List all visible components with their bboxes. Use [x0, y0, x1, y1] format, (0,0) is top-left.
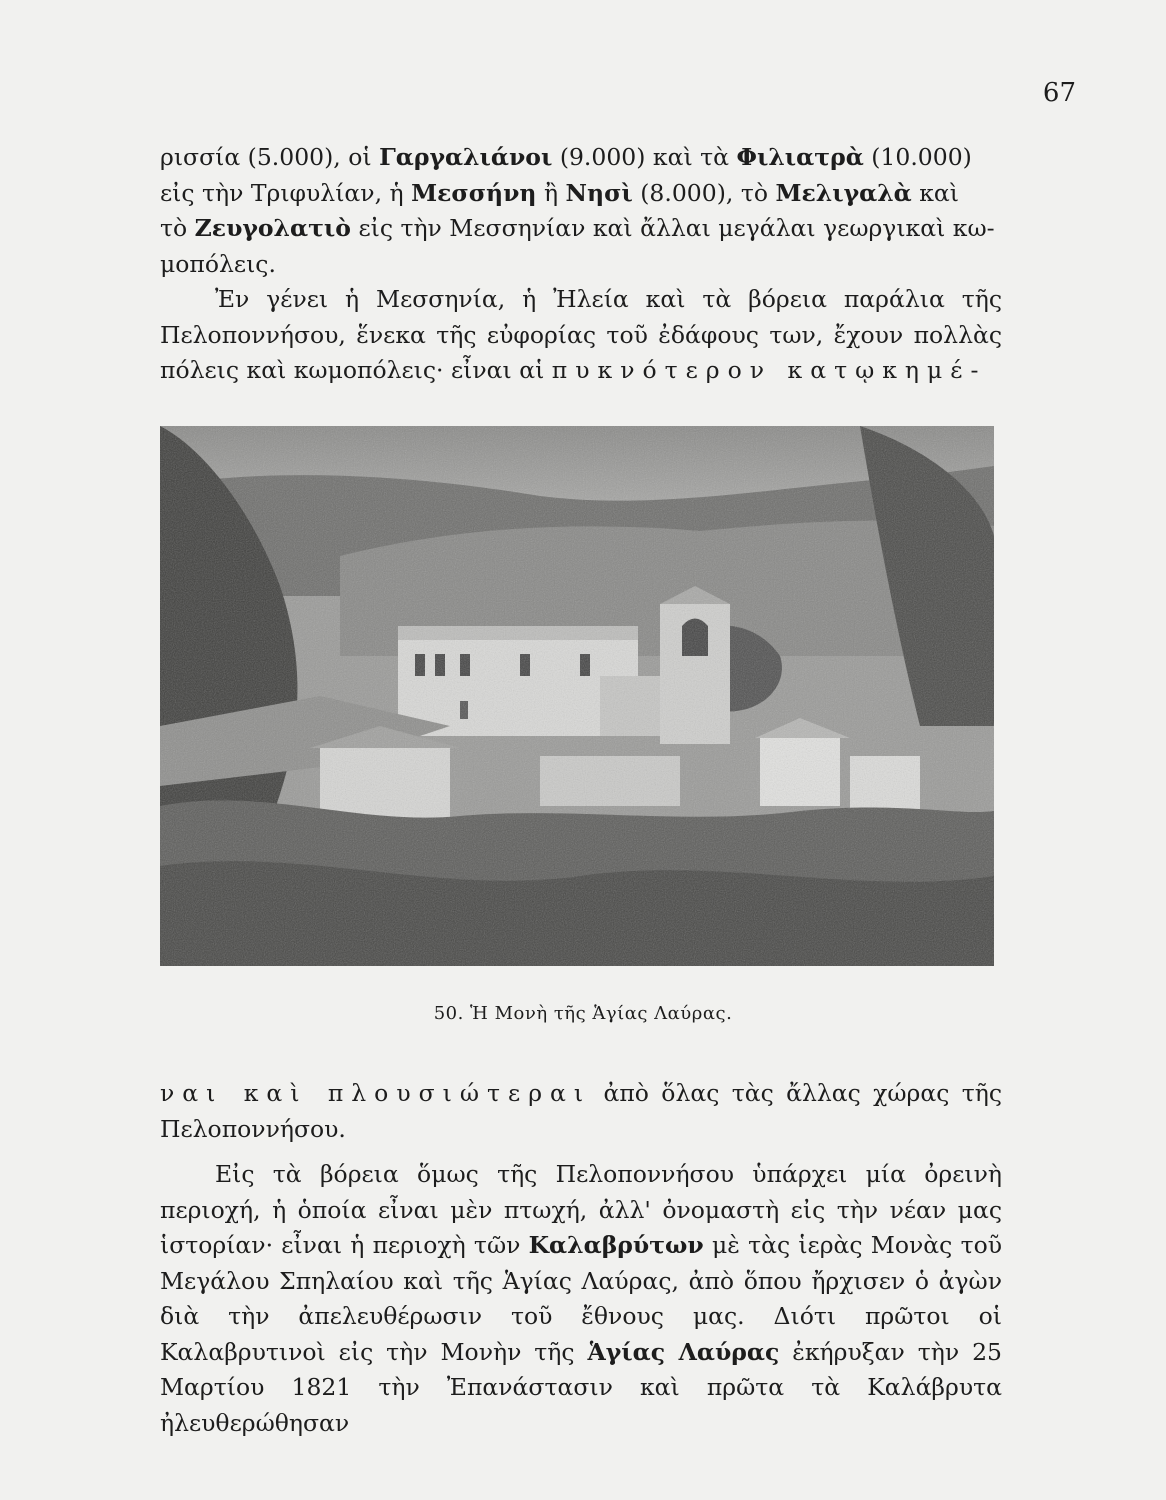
text-fragment: (9.000) καὶ τὰ [552, 143, 737, 171]
text-fragment: ἢ [536, 178, 566, 207]
text-fragment: μὲ τὰς ἱερὰς Μονὰς τοῦ Μεγάλου Σπηλαίου καὶ τῆς Ἁγίας Λαύρας, ἀπὸ ὅπου ἤρχισεν ὁ ἀγὼν διὰ τὴν ἀπελευθέρωσιν τοῦ ἔθνους μας. Διότι πρῶτοι οἱ Καλαβρυτινοὶ εἰς τὴν Μονὴν τῆς [160, 1231, 1003, 1366]
top-line-3 [160, 211, 1002, 247]
text-fragment: (8.000), τὸ [632, 178, 776, 207]
text-fragment: τὸ [160, 214, 195, 242]
place-agia-lavra: Ἁγίας Λαύρας [587, 1337, 780, 1366]
figure-caption: 50. Ἡ Μονὴ τῆς Ἁγίας Λαύρας. [433, 1003, 733, 1024]
place-kalavryta: Καλαβρύτων [528, 1231, 704, 1259]
monastery-photo [160, 426, 994, 966]
place-gargalianoi: Γαργαλιάνοι [379, 143, 553, 171]
text-fragment: καὶ [911, 178, 960, 207]
paragraph-messinia [160, 282, 1002, 389]
bottom-text [160, 1076, 1002, 1441]
top-line-4: μοπόλεις. [160, 249, 276, 278]
text-fragment: ρισσία (5.000), οἱ [160, 143, 380, 171]
place-messini: Μεσσήνη [411, 178, 537, 207]
text-fragment: Εἰς τὰ βόρεια ὅμως τῆς Πελοποννήσου ὑπάρχει μία ὀρεινὴ περιοχή, ἡ ὁποία εἶναι μὲν πτωχή, ἀλλ' ὀνομαστὴ εἰς τὴν νέαν μας ἱστορίαν· εἶναι ἡ περιοχὴ τῶν [160, 1160, 1002, 1259]
spaced-text: πυκνότερον κατῳκημέ- [551, 356, 987, 384]
spaced-text: ναι καὶ πλουσιώτεραι [160, 1079, 592, 1107]
paragraph-kalavryta [160, 1157, 1002, 1441]
top-text [160, 140, 1002, 389]
place-filiatra: Φιλιατρὰ [736, 143, 864, 171]
text-fragment: ἐκήρυξαν τὴν 25 Μαρτίου 1821 τὴν Ἐπανάστασιν καὶ πρῶτα τὰ Καλάβρυτα ἠλευθερώθησαν [160, 1337, 1002, 1437]
text-fragment: (10.000) [863, 143, 972, 171]
top-line-2 [160, 176, 1002, 212]
place-zevgolatio: Ζευγολατιὸ [194, 214, 351, 242]
page-number: 67 [1042, 78, 1076, 108]
top-line-1 [160, 140, 1002, 176]
text-fragment: Ἐν γένει ἡ Μεσσηνία, ἡ Ἠλεία καὶ τὰ βόρεια παράλια τῆς Πελοποννήσου, ἕνεκα τῆς εὐφορίας τοῦ ἐδάφους των, ἔχουν πολλὰς πόλεις καὶ κωμοπόλεις· εἶναι αἱ [160, 285, 1002, 384]
place-nisi: Νησὶ [565, 178, 633, 207]
paragraph-continuation [160, 1076, 1002, 1147]
place-meligala: Μελιγαλὰ [775, 178, 912, 207]
text-fragment: εἰς τὴν Μεσσηνίαν καὶ ἄλλαι μεγάλαι γεωργικαὶ κω- [350, 214, 995, 242]
text-fragment: εἰς τὴν Τριφυλίαν, ἡ [160, 178, 412, 207]
monastery-illustration [160, 426, 994, 966]
text-fragment: ἀπὸ ὅλας τὰς ἄλλας χώρας τῆς Πελοποννήσου. [160, 1079, 1002, 1143]
